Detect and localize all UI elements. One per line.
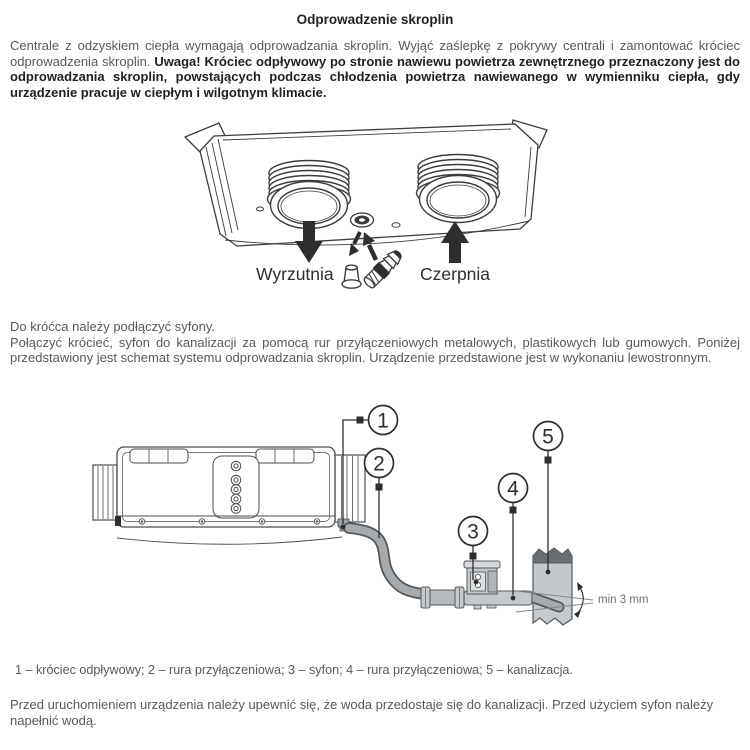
top-handle-left xyxy=(130,449,188,463)
intro-text-normal: Centrale z odzyskiem ciepła wymagają odprowadzania skroplin. Wyjąć zaślepkę z pokrywy centrali i zamontować króciec odprowadzenia skroplin. xyxy=(10,38,740,69)
intake-label: Czerpnia xyxy=(420,264,491,284)
closing-paragraph: Przed uruchomieniem urządzenia należy upewnić się, że woda przedostaje się do kanalizacji. Przed użyciem syfon należy napełnić wodą. xyxy=(10,697,714,728)
callout-markers xyxy=(341,417,552,601)
connection-line1: Do króćca należy podłączyć syfony. xyxy=(10,319,215,334)
exhaust-port xyxy=(268,161,351,229)
callout-5-number: 5 xyxy=(542,425,554,449)
unit-bottom-view-svg xyxy=(163,113,583,300)
intro-text-warning: Uwaga! Króciec odpływowy po stronie nawiewu powietrza zewnętrznego przeznaczony jest do odprowadzania skroplin, powstających podczas chłodzenia powietrza nawiewanego w wymienniku ciepła, gdy urządzenie pracuje w ciepłym i wilgotnym klimacie. xyxy=(10,53,740,100)
connector-icon xyxy=(361,247,405,291)
legend-line: 1 – króciec odpływowy; 2 – rura przyłączeniowa; 3 – syfon; 4 – rura przyłączeniowa; 5 – kanalizacja. xyxy=(15,663,573,677)
callout-1-number: 1 xyxy=(377,409,389,433)
ahu-side-view xyxy=(93,447,365,544)
intake-port xyxy=(417,155,500,223)
base-shadow-line xyxy=(117,537,342,544)
connection-paragraph xyxy=(10,319,740,366)
diagram-drain-schematic xyxy=(50,392,690,667)
hose-coupling xyxy=(421,587,464,608)
callout-leaders xyxy=(343,420,548,595)
callout-4-number: 4 xyxy=(507,477,519,501)
page-title: Odprowadzenie skroplin xyxy=(296,12,454,27)
diagram-unit-bottom-view xyxy=(163,113,583,305)
drain-schematic-svg xyxy=(50,392,690,662)
sewage-pipe xyxy=(533,548,572,625)
flexible-hose xyxy=(349,528,423,594)
corner-fitting xyxy=(115,516,121,526)
callout-2-number: 2 xyxy=(373,452,385,476)
intro-paragraph xyxy=(10,38,740,100)
connection-rest: Połączyć krócieć, syfon do kanalizacji za pomocą rur przyłączeniowych metalowych, plastikowych lub gumowych. Poniżej przedstawiony jest schemat systemu odprowadzania skroplin. Urządzenie przedstawione jest w wykonaniu lewostronnym. xyxy=(10,334,740,366)
top-handle-right xyxy=(256,449,314,463)
right-duct-spigot xyxy=(335,455,365,522)
siphon xyxy=(464,561,532,609)
exhaust-label: Wyrzutnia xyxy=(256,264,334,284)
callout-3-number: 3 xyxy=(467,520,479,544)
left-duct-spigot xyxy=(93,465,117,520)
plug-icon xyxy=(342,265,361,288)
min-slope-annotation: min 3 mm xyxy=(598,594,649,606)
control-panel-buttons xyxy=(231,461,241,513)
callout-circles xyxy=(365,406,563,546)
